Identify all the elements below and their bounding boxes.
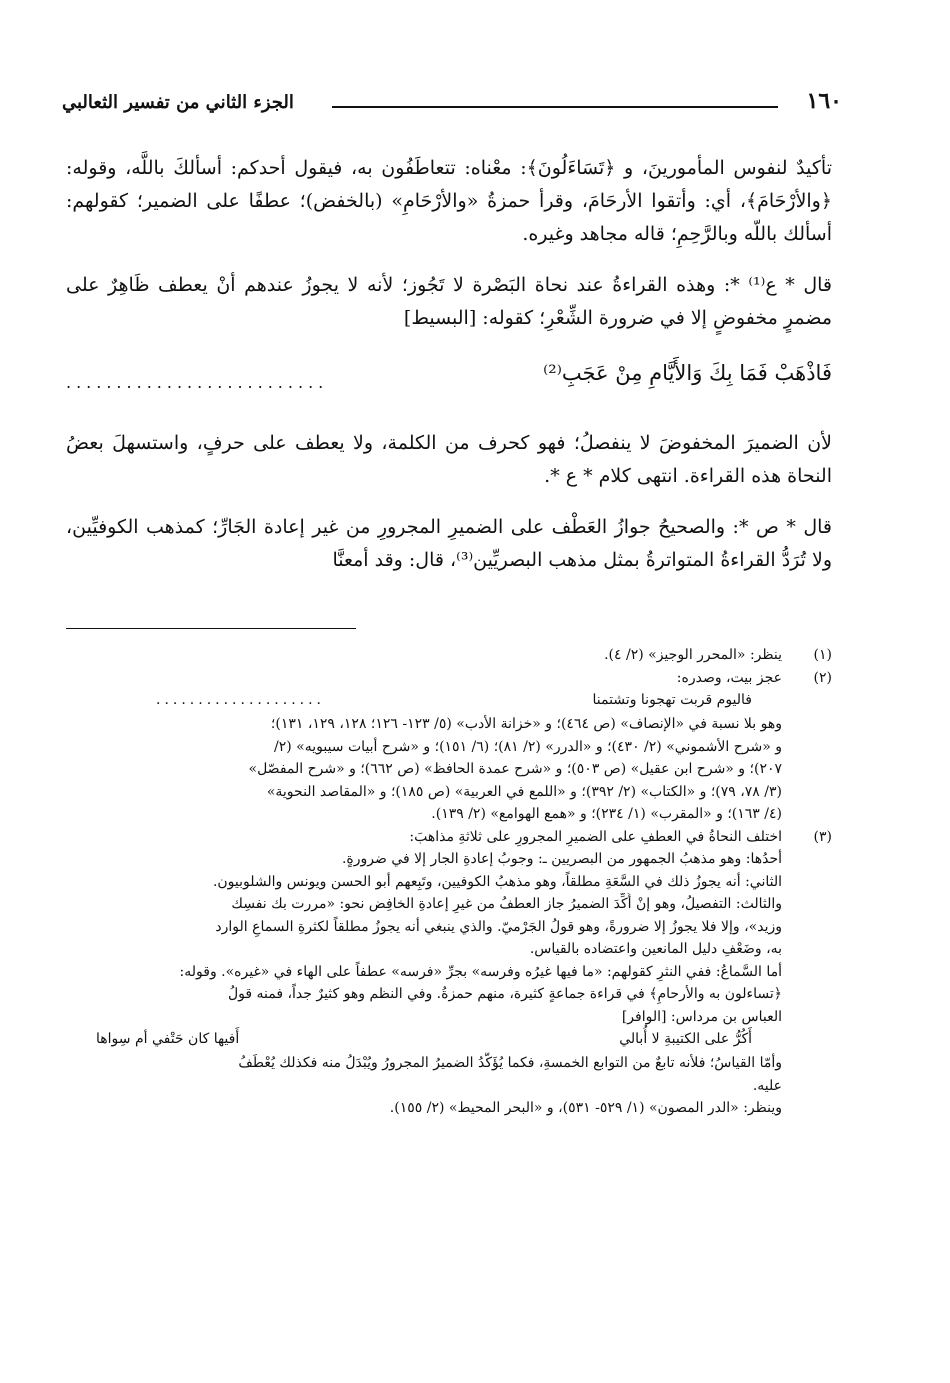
footnote-line: والثالث: التفصيلُ، وهو إنْ أُكِّدَ الضميرُ جاز العطفُ من غيرِ إعادةِ الخافِض نحو: «مررت بك نفسِك xyxy=(231,896,782,912)
footnote-line: وهو بلا نسبة في «الإنصاف» (ص ٤٦٤)؛ و «خزانة الأدب» (٥/ ١٢٣- ١٢٦؛ ١٢٨، ١٢٩، ١٣١)؛ xyxy=(270,716,782,732)
footnote-line: ٢٠٧)؛ و «شرح ابن عقيل» (ص ٥٠٣)؛ و «شرح عمدة الحافظ» (ص ٦٦٢)؛ و «شرح المفصّل» xyxy=(248,761,782,777)
paragraph-4: قال * ص *: والصحيحُ جوازُ العَطْف على الضميرِ المجرورِ من غير إعادة الجَارِّ؛ كمذهب الكوفيِّين، ولا تُرَدُّ القراءةُ المتواترةُ بمثل مذهب البصريِّين⁽³⁾، قال: وقد أمعنَّا xyxy=(66,516,832,571)
footnote-1 xyxy=(66,644,832,667)
footnote-line: و «شرح الأشموني» (٢/ ٤٣٠)؛ و «الدرر» (٢/ ٨١)؛ (٦/ ١٥١)؛ و «شرح أبيات سيبويه» (٢/ xyxy=(274,738,782,755)
footnote-line: الثاني: أنه يجوزُ ذلك في السَّعَةِ مطلقاً، وهو مذهبُ الكوفيين، وتَبِعهم أبو الحسن ويونس والشلوبيون. xyxy=(212,873,782,890)
quoted-verse xyxy=(66,353,832,413)
footnote-line: أحدُها: وهو مذهبُ الجمهور من البصريين ـ: وجوبُ إعادةِ الجار إلا في ضرورةٍ. xyxy=(341,851,782,867)
running-title: الجزء الثاني من تفسير الثعالبي xyxy=(62,92,294,113)
footnote-line: عجز بيت، وصدره: xyxy=(676,669,782,686)
footnote-line: أما السَّماعُ: ففي النثرِ كقولهم: «ما فيها غيرُه وفرسه» بجرِّ «فرسه» عطفاً على الهاء في «غيره». وقوله: xyxy=(179,963,782,980)
page-header xyxy=(62,88,842,124)
paragraph-1: تأكيدٌ لنفوس المأمورينَ، و ﴿تَسَاءَلُونَ﴾: معْناه: تتعاطَفُون به، فيقول أحدكم: أسألكَ باللَّه، وقوله: ﴿والأرْحَامَ﴾، أي: وأتقوا الأرحَامَ، وقرأ حمزةُ «والأرْحَامِ» (بالخفض)؛ عطفًا على الضمير؛ كقولهم: أسألك باللّه وبالرَّحِمِ؛ قاله مجاهد وغيره. xyxy=(66,157,832,245)
footnote-line: (٤/ ١٦٣)؛ و «المقرب» (١/ ٢٣٤)؛ و «همع الهوامع» (٢/ ١٣٩). xyxy=(431,806,782,822)
footnote-2 xyxy=(66,667,832,826)
footnotes xyxy=(66,644,832,1120)
paragraph-2: قال * ع⁽¹⁾ *: وهذه القراءةُ عند نحاة البَصْرة لا تَجُوز؛ لأنه لا يجوزُ عندهم أنْ يعطف ظَاهِرٌ على مضمرٍ مخفوضٍ إلا في ضرورة الشِّعْرِ؛ كقوله: [البسيط] xyxy=(66,274,833,329)
footnote-verse xyxy=(66,689,782,713)
main-text xyxy=(66,152,832,595)
footnote-number: (١) xyxy=(813,647,832,663)
footnote-3 xyxy=(66,826,832,1120)
header-rule xyxy=(332,106,778,108)
footnote-line: عليه. xyxy=(752,1077,782,1094)
footnote-verse-text: فاليوم قربت تهجونا وتشتمنا xyxy=(592,692,752,708)
footnote-line: وينظر: «الدر المصون» (١/ ٥٢٩- ٥٣١)، و «البحر المحيط» (٢/ ١٥٥). xyxy=(389,1100,782,1116)
paragraph-3: لأن الضميرَ المخفوضَ لا ينفصلُ؛ فهو كحرف من الكلمة، ولا يعطف على حرفٍ، واستسهلَ بعضُ النحاة هذه القراءة. انتهى كلام * ع *. xyxy=(66,432,832,487)
footnote-line: وأمّا القياسُ؛ فلأنه تابعٌ من التوابع الخمسةِ، فكما يُؤَكَّدُ الضميرُ المجرورُ ويُبْدَلُ منه فكذلك يُعْطَفُ xyxy=(238,1055,782,1071)
footnote-line: ﴿تساءلون به والأرحامِ﴾ في قراءة جماعةٍ كثيرة، منهم حمزةُ. وفي النظم وهو كثيرٌ جداً، فمنه قولُ xyxy=(227,986,782,1002)
footnote-line: العباس بن مرداس: [الوافر] xyxy=(621,1008,782,1025)
footnote-line: به، وضَعْفِ دليل المانعين واعتضاده بالقياس. xyxy=(529,941,782,957)
page-number: ١٦٠ xyxy=(806,88,842,114)
footnote-number: (٣) xyxy=(813,828,832,845)
verse-second-hemistich: أَفيها كان حَتْفي أم سِواها xyxy=(96,1031,240,1047)
verse-text: فَاذْهَبْ فَمَا بِكَ وَالأَيَّامِ مِنْ عَجَبِ⁽²⁾ xyxy=(543,361,832,385)
verse-first-hemistich: أَكُرُّ على الكتيبةِ لا أُبالي xyxy=(619,1031,752,1047)
footnote-line: ينظر: «المحرر الوجيز» (٢/ ٤). xyxy=(604,647,782,663)
footnote-verse-ellipsis: .................... xyxy=(156,692,326,708)
footnote-line: وزيد»، وإلا فلا يجوزُ إلا ضرورةً، وهو قولُ الجَرْميّ. والذي ينبغي أنه يجوزُ مطلقاً لكثرةِ السماعِ الوارد xyxy=(215,918,782,935)
footnote-verse xyxy=(66,1028,782,1052)
footnote-line: اختلف النحاةُ في العطفِ على الضميرِ المجرورِ على ثلاثةِ مذاهبَ: xyxy=(409,828,782,845)
footnote-separator xyxy=(66,628,356,629)
footnote-line: (٣/ ٧٨، ٧٩)؛ و «الكتاب» (٢/ ٣٩٢)؛ و «اللمع في العربية» (ص ١٨٥)؛ و «المقاصد النحوية» xyxy=(266,783,782,800)
footnote-number: (٢) xyxy=(813,669,832,686)
verse-ellipsis: .......................... xyxy=(66,373,329,392)
